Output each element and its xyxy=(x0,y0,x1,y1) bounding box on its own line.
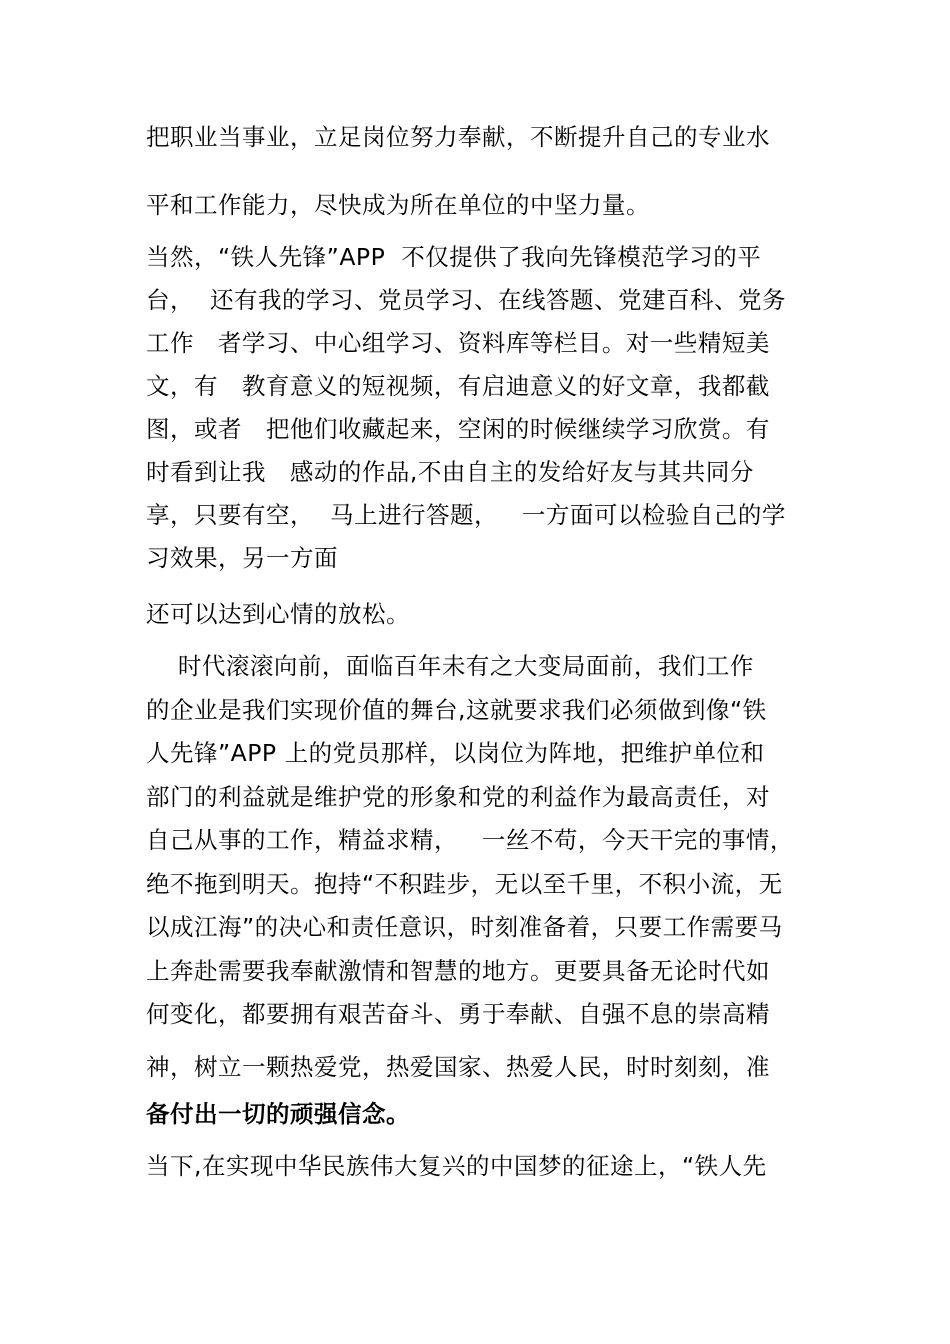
text-line: 部门的利益就是维护党的形象和党的利益作为最高责任，对 xyxy=(146,783,770,811)
text-line: 文，有 教育意义的短视频，有启迪意义的好文章，我都截 xyxy=(146,372,770,400)
text-line: 享，只要有空， 马上进行答题， 一方面可以检验自己的学 xyxy=(146,501,786,529)
paragraph-first-line: 时代滚滚向前，面临百年未有之大变局面前，我们工作 xyxy=(146,652,754,680)
text-line: 图，或者 把他们收藏起来，空闲的时候继续学习欣赏。有 xyxy=(146,415,770,443)
text-line: 何变化，都要拥有艰苦奋斗、勇于奉献、自强不息的崇高精 xyxy=(146,1000,770,1028)
text-line: 神，树立一颗热爱党，热爱国家、热爱人民，时时刻刻，准 xyxy=(146,1053,770,1081)
text-line: 工作 者学习、中心组学习、资料库等栏目。对一些精短美 xyxy=(146,329,770,357)
text-line: 还可以达到心情的放松。 xyxy=(146,600,410,628)
text-line: 台， 还有我的学习、党员学习、在线答题、党建百科、党务 xyxy=(146,286,786,314)
text-line: 上奔赴需要我奉献激情和智慧的地方。更要具备无论时代如 xyxy=(146,957,770,985)
text-line: 习效果，另一方面 xyxy=(146,544,338,572)
text-line: 把职业当事业，立足岗位努力奉献，不断提升自己的专业水 xyxy=(146,123,770,151)
text-line: 平和工作能力，尽快成为所在单位的中坚力量。 xyxy=(146,191,650,219)
text-line: 人先锋”APP 上的党员那样，以岗位为阵地，把维护单位和 xyxy=(146,739,765,767)
text-line: 当下,在实现中华民族伟大复兴的中国梦的征途上，“铁人先 xyxy=(146,1152,767,1180)
text-line: 的企业是我们实现价值的舞台,这就要求我们必须做到像“铁 xyxy=(146,696,767,724)
text-line: 时看到让我 感动的作品,不由自主的发给好友与其共同分 xyxy=(146,458,754,486)
bold-text-line: 备付出一切的顽强信念。 xyxy=(146,1100,410,1128)
text-line: 绝不拖到明天。抱持“不积跬步，无以至千里，不积小流，无 xyxy=(146,870,783,898)
text-line: 以成江海”的决心和责任意识，时刻准备着，只要工作需要马 xyxy=(146,913,783,941)
text-line: 当然，“铁人先锋”APP 不仅提供了我向先锋模范学习的平 xyxy=(146,243,762,271)
text-line: 自己从事的工作，精益求精， 一丝不苟，今天干完的事情， xyxy=(146,826,794,854)
